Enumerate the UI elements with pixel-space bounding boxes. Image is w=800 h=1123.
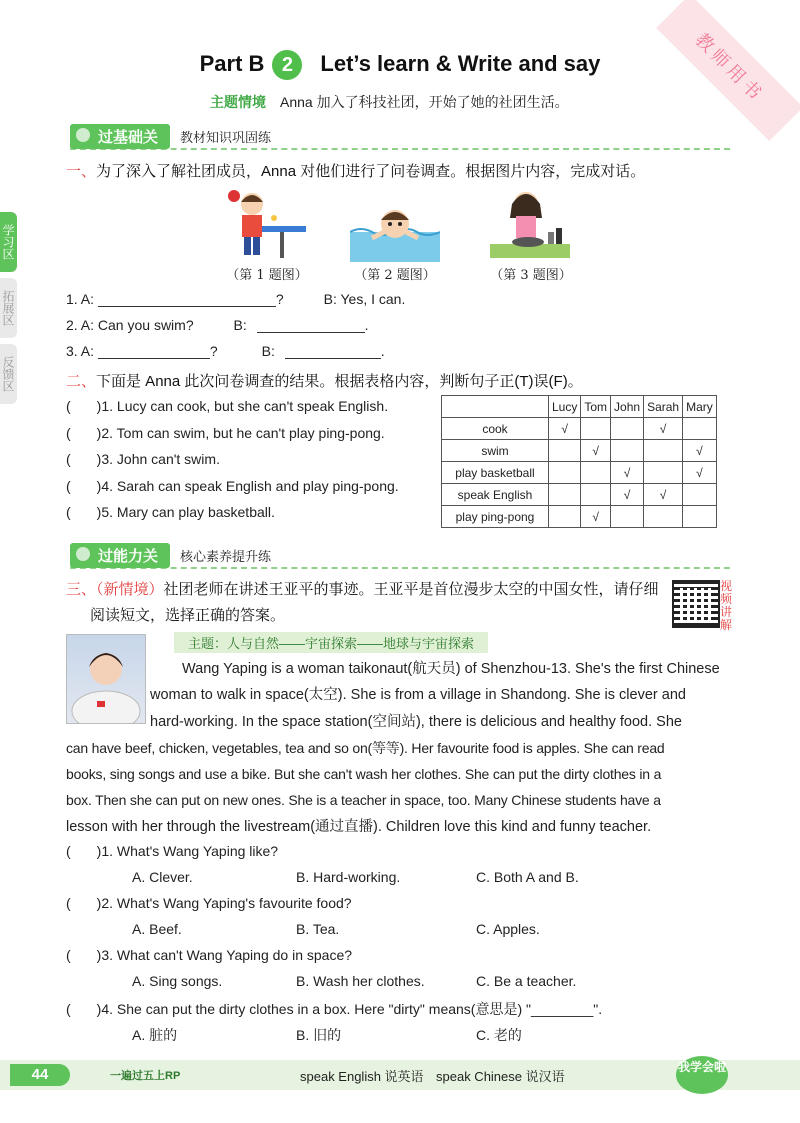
survey-row-label: play basketball <box>442 462 549 484</box>
mc-option[interactable]: A. Sing songs. <box>132 973 223 989</box>
survey-cell: √ <box>683 440 717 462</box>
reading-passage <box>66 656 736 840</box>
mc-option[interactable]: C. Be a teacher. <box>476 973 577 989</box>
brand-logo: 一遍过五上RP <box>110 1070 181 1082</box>
mc-option[interactable]: A. Beef. <box>132 921 182 937</box>
q3-instruction-1: 社团老师在讲述王亚平的事迹。王亚平是首位漫步太空的中国女性，请仔细 <box>163 581 659 598</box>
survey-col: John <box>611 396 644 418</box>
mc-option[interactable]: C. 老的 <box>476 1027 522 1043</box>
mc-option[interactable]: B. Hard-working. <box>296 869 401 885</box>
q2-item: ( )2. Tom can swim, but he can't play ping-pong. <box>66 424 385 441</box>
survey-cell: √ <box>611 462 644 484</box>
survey-row <box>442 484 717 506</box>
mc-options <box>66 973 746 999</box>
q2-item-text: 2. Tom can swim, but he can't play ping-pong. <box>101 424 385 441</box>
q2-item-text: 4. Sarah can speak English and play ping-pong. <box>101 477 399 494</box>
survey-cell: √ <box>683 462 717 484</box>
page-number: 44 <box>10 1064 70 1086</box>
theme-line <box>210 92 569 112</box>
footer-phrase-1: speak English 说英语 <box>300 1069 424 1084</box>
q2-answer-slot[interactable] <box>71 398 97 414</box>
side-tabs <box>0 212 44 410</box>
survey-row-label: speak English <box>442 484 549 506</box>
mc-answer-slot[interactable] <box>71 895 97 911</box>
q2-answer-slot[interactable] <box>71 425 97 441</box>
swimming-picture <box>350 186 440 266</box>
cooking-picture <box>484 184 574 264</box>
survey-row-label: cook <box>442 418 549 440</box>
q1-blank-3a[interactable] <box>98 342 210 359</box>
q2-answer-slot[interactable] <box>71 478 97 494</box>
survey-cell <box>581 484 611 506</box>
q1-line-3-period: . <box>380 343 385 359</box>
video-explain-label[interactable]: 视频讲解 <box>720 579 733 632</box>
survey-cell <box>611 506 644 528</box>
side-tab-study[interactable]: 学习区 <box>0 212 17 272</box>
q1-number: 一、 <box>66 163 97 180</box>
theme-text: Anna 加入了科技社团，开始了她的社团生活。 <box>280 94 569 110</box>
q2-items <box>66 398 436 531</box>
mc-question-text: 2. What's Wang Yaping's favourite food? <box>101 895 352 911</box>
mc-options <box>66 869 746 895</box>
q1-blank-2[interactable] <box>257 316 365 333</box>
survey-corner <box>442 396 549 418</box>
survey-cell: √ <box>644 484 683 506</box>
survey-cell: √ <box>644 418 683 440</box>
lesson-title: Let’s learn & Write and say <box>320 50 601 76</box>
survey-cell <box>549 440 581 462</box>
mc-question-text: 1. What's Wang Yaping like? <box>101 843 279 859</box>
q1-line-3-prefix: 3. A: <box>66 343 95 359</box>
q2-answer-slot[interactable] <box>71 504 97 520</box>
teacher-edition-ribbon: 教师用书 <box>656 0 800 141</box>
survey-col: Tom <box>581 396 611 418</box>
mc-option[interactable]: B. Wash her clothes. <box>296 973 425 989</box>
survey-header-row <box>442 396 717 418</box>
q1-line-2-prefix: 2. A: Can you swim? <box>66 317 194 333</box>
section-basic-header <box>70 124 730 150</box>
survey-row <box>442 506 717 528</box>
mc-question-text: 4. She can put the dirty clothes in a box. Here "dirty" means(意思是) "________". <box>101 1001 603 1017</box>
q1-line-1-qmark: ? <box>275 291 284 307</box>
section-basic-badge: 过基础关 <box>70 124 170 149</box>
part-label: Part B <box>199 50 265 76</box>
survey-cell <box>549 462 581 484</box>
q2-heading <box>66 370 583 391</box>
survey-cell <box>581 418 611 440</box>
survey-cell: √ <box>581 440 611 462</box>
mc-options <box>66 921 746 947</box>
mc-question-text: 3. What can't Wang Yaping do in space? <box>101 947 353 963</box>
mc-question: ( )3. What can't Wang Yaping do in space? <box>66 947 353 963</box>
q2-instruction: 下面是 Anna 此次问卷调查的结果。根据表格内容，判断句子正(T)误(F)。 <box>96 373 583 390</box>
q3-instruction-2: 阅读短文，选择正确的答案。 <box>90 607 286 624</box>
mc-answer-slot[interactable] <box>71 843 97 859</box>
q3-heading <box>66 578 666 599</box>
passage-line: hard-working. In the space station(空间站), there is delicious and healthy food. She <box>150 713 682 730</box>
passage-line: box. Then she can put on new ones. She is a teacher in space, too. Many Chinese students have a <box>66 792 661 809</box>
survey-col: Mary <box>683 396 717 418</box>
mc-option[interactable]: A. 脏的 <box>132 1027 178 1043</box>
ping-pong-picture <box>222 182 312 262</box>
mc-option[interactable]: C. Apples. <box>476 921 540 937</box>
q1-line-1 <box>66 290 405 307</box>
q2-item-text: 1. Lucy can cook, but she can't speak English. <box>101 398 389 414</box>
q1-line-1-prefix: 1. A: <box>66 291 95 307</box>
passage-line: can have beef, chicken, vegetables, tea and so on(等等). Her favourite food is apples. She can read <box>66 739 665 756</box>
survey-cell <box>549 484 581 506</box>
caption-3: （第 3 题图） <box>490 268 572 283</box>
survey-cell <box>549 506 581 528</box>
page-title <box>0 50 800 80</box>
q3-tag: （新情境） <box>96 581 164 598</box>
mc-answer-slot[interactable] <box>71 1003 97 1019</box>
q1-line-2-b: B: <box>233 317 247 333</box>
q2-item: ( )3. John can't swim. <box>66 451 220 467</box>
q1-blank-1[interactable] <box>98 290 276 307</box>
passage-line: woman to walk in space(太空). She is from a village in Shandong. She is clever and <box>150 687 686 704</box>
q1-line-3 <box>66 342 385 359</box>
survey-row <box>442 418 717 440</box>
survey-row <box>442 462 717 484</box>
mc-option[interactable]: B. 旧的 <box>296 1027 342 1043</box>
caption-1: （第 1 题图） <box>226 268 308 283</box>
q2-item: ( )1. Lucy can cook, but she can't speak English. <box>66 398 389 414</box>
mc-option[interactable]: C. Both A and B. <box>476 869 579 885</box>
caption-2: （第 2 题图） <box>354 268 436 283</box>
passage-line: lesson with her through the livestream(通过直播). Children love this kind and funny teacher. <box>66 818 652 835</box>
q2-answer-slot[interactable] <box>71 451 97 467</box>
mc-question: ( )2. What's Wang Yaping's favourite food? <box>66 895 352 911</box>
q1-line-1-answer: B: Yes, I can. <box>323 291 406 307</box>
passage-line: Wang Yaping is a woman taikonaut(航天员) of Shenzhou-13. She's the first Chinese <box>182 661 720 677</box>
survey-cell <box>683 506 717 528</box>
q1-line-2-period: . <box>364 317 369 333</box>
mc-option[interactable]: B. Tea. <box>296 921 340 937</box>
survey-cell <box>644 506 683 528</box>
survey-cell: √ <box>549 418 581 440</box>
survey-col: Sarah <box>644 396 683 418</box>
survey-cell <box>611 440 644 462</box>
footer-phrase-2: speak Chinese 说汉语 <box>436 1069 565 1084</box>
q1-line-3-b: B: <box>261 343 275 359</box>
section-ability-badge: 过能力关 <box>70 543 170 568</box>
q2-item: ( )4. Sarah can speak English and play ping-pong. <box>66 477 399 494</box>
side-tab-feedback[interactable]: 反馈区 <box>0 344 17 404</box>
survey-row-label: play ping-pong <box>442 506 549 528</box>
survey-cell: √ <box>581 506 611 528</box>
q1-line-3-qmark: ? <box>209 343 218 359</box>
survey-cell <box>644 462 683 484</box>
passage-line: books, sing songs and use a bike. But she can't wash her clothes. She can put the dirty clothes in a <box>66 766 662 783</box>
mc-answer-slot[interactable] <box>71 947 97 963</box>
q2-item-text: 3. John can't swim. <box>101 451 220 467</box>
mc-question: ( )4. She can put the dirty clothes in a box. Here "dirty" means(意思是) "________". <box>66 1001 603 1017</box>
q2-item: ( )5. Mary can play basketball. <box>66 504 275 520</box>
q1-instruction: 为了深入了解社团成员，Anna 对他们进行了问卷调查。根据图片内容，完成对话。 <box>96 163 646 180</box>
survey-cell <box>611 418 644 440</box>
survey-row-label: swim <box>442 440 549 462</box>
survey-cell <box>683 484 717 506</box>
survey-cell <box>581 462 611 484</box>
q1-line-2 <box>66 316 369 333</box>
mc-question: ( )1. What's Wang Yaping like? <box>66 843 279 859</box>
survey-cell: √ <box>611 484 644 506</box>
q2-number: 二、 <box>66 373 97 390</box>
section-ability-header <box>70 543 730 569</box>
side-tab-extend[interactable]: 拓展区 <box>0 278 17 338</box>
q3-questions <box>66 843 746 1051</box>
q1-heading <box>66 160 645 181</box>
reading-topic: 主题：人与自然——宇宙探索——地球与宇宙探索 <box>174 632 488 653</box>
section-ability-sub: 核心素养提升练 <box>180 549 272 564</box>
qr-code-icon[interactable] <box>672 580 720 628</box>
section-basic-sub: 教材知识巩固练 <box>180 130 272 145</box>
mc-option[interactable]: A. Clever. <box>132 869 193 885</box>
survey-cell <box>683 418 717 440</box>
i-learned-badge: 我学会啦 <box>676 1056 728 1094</box>
q2-item-text: 5. Mary can play basketball. <box>101 504 275 520</box>
survey-table <box>441 395 717 528</box>
survey-cell <box>644 440 683 462</box>
lesson-number-badge: 2 <box>272 50 302 80</box>
mc-options <box>66 1025 746 1051</box>
theme-label: 主题情境 <box>210 94 266 110</box>
q1-blank-3b[interactable] <box>285 342 381 359</box>
q3-number: 三、 <box>66 581 97 598</box>
survey-row <box>442 440 717 462</box>
survey-col: Lucy <box>549 396 581 418</box>
